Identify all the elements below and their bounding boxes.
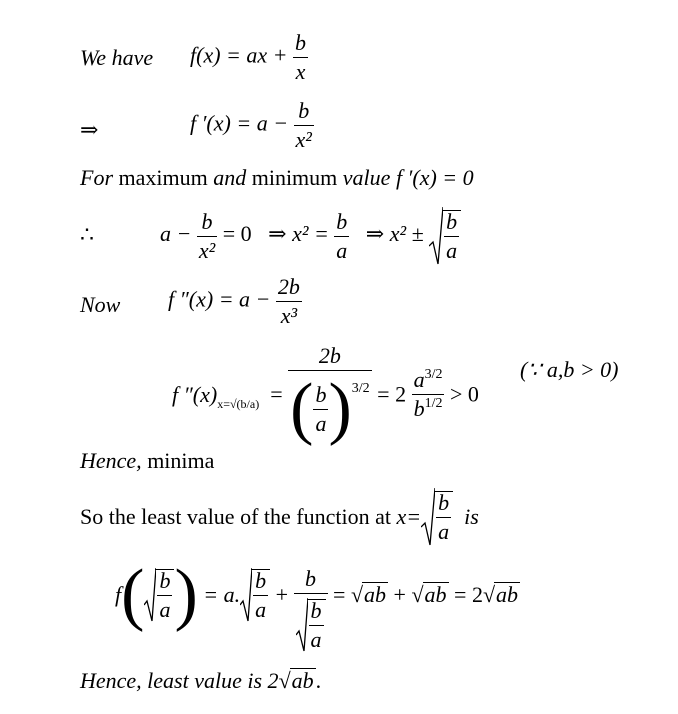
- fprime-zero: f ′(x) = 0: [395, 165, 474, 190]
- therefore-symbol: ∴: [80, 222, 94, 247]
- implies-arrow-1: ⇒: [80, 117, 99, 142]
- condition-a-b-positive: (∵ a,b > 0): [520, 357, 619, 382]
- line-1: [80, 45, 153, 71]
- eq-second-derivative-eval: f $''(x)_{x=√(b/a)}$ = 2b ( $\frac{b}{a}$ )$^{3/2}$ = 2 $\frac{a^{3/2}}{b^{1/2}}$ > 0: [172, 343, 479, 447]
- fraction-2b-over-b-a: 2b ( $\frac{b}{a}$ )$^{3/2}$: [290, 343, 370, 447]
- sqrt-b-over-a: $\frac{b}{a}$: [429, 206, 461, 266]
- hence-minima: Hence, minima: [80, 448, 215, 473]
- eq-first-derivative: [190, 100, 314, 151]
- eq-least-value: f( $\frac{b}{a}$ ) = a. $\frac{b}{a}$ + $\frac{b}{\frac{b}{a}}$ = √ab + √ab = 2√ab: [115, 556, 519, 652]
- now-label: Now: [80, 292, 121, 317]
- eq-second-derivative: f ″(x) = a − $\frac{2b}{\text{x³}}$: [168, 274, 300, 328]
- fraction-b-over-x: $\frac{b}{x}$: [295, 30, 306, 84]
- condition-line: For maximum and minimum value f ′(x) = 0: [80, 165, 474, 190]
- f-lhs: f(x) = ax +: [190, 42, 288, 68]
- eq-solve-x: a − $\frac{b}{\text{x²}}$ = 0 ⇒ x² = $\frac{b}{a}$ ⇒ x² ± $\frac{b}{a}$: [160, 206, 461, 266]
- fprime-lhs: f ′(x) = a −: [190, 110, 289, 136]
- least-value-statement: So the least value of the function at x= $\frac{b}{a}$ is: [80, 489, 479, 544]
- final-answer: Hence, least value is 2√ab.: [80, 668, 322, 693]
- fraction-b-over-x2: $\frac{b}{\text{x²}}$: [295, 98, 312, 152]
- eq-f-definition: [190, 32, 308, 83]
- we-have-label: We have: [80, 45, 154, 70]
